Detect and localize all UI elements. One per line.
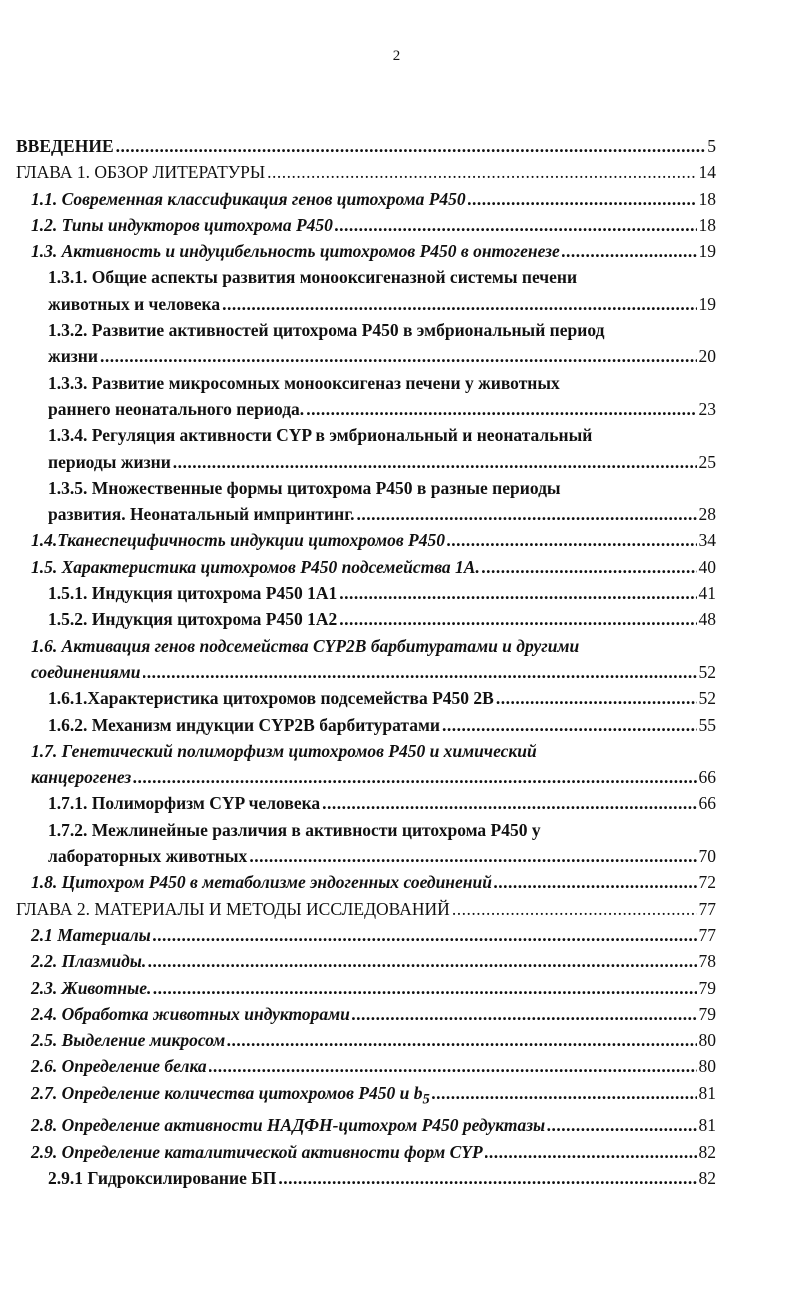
toc-entry-1-4[interactable] xyxy=(0,527,793,553)
toc-entry-1-5-1[interactable] xyxy=(0,580,793,606)
toc-entry-page: 55 xyxy=(698,714,716,735)
toc-entry-page: 19 xyxy=(698,293,716,314)
toc-entry-page: 72 xyxy=(698,872,716,893)
toc-entry-title: 1.5.1. Индукция цитохрома Р450 1А1 xyxy=(48,583,338,604)
toc-entry-1-6-2[interactable] xyxy=(0,712,793,738)
toc-entry-introduction[interactable] xyxy=(0,133,793,159)
toc-entry-title: 1.6.2. Механизм индукции CYP2B барбитуратами xyxy=(48,714,440,735)
toc-entry-page: 78 xyxy=(698,951,716,972)
toc-entry-1-3-4[interactable] xyxy=(0,422,793,475)
toc-entry-page: 79 xyxy=(698,1003,716,1024)
toc-entry-page: 25 xyxy=(698,451,716,472)
toc-entry-title-line: 1.3.1. Общие аспекты развития монооксигеназной системы печени xyxy=(48,267,578,288)
toc-entry-title: 2.4. Обработка животных индукторами xyxy=(31,1003,350,1024)
toc-entry-page: 81 xyxy=(698,1115,716,1136)
toc-entry-title: ГЛАВА 1. ОБЗОР ЛИТЕРАТУРЫ xyxy=(16,162,266,183)
toc-entry-2-4[interactable] xyxy=(0,1001,793,1027)
toc-entry-title: лабораторных животных xyxy=(48,846,248,867)
toc-entry-page: 20 xyxy=(698,346,716,367)
toc-entry-title: 1.3. Активность и индуцибельность цитохромов Р450 в онтогенезе xyxy=(31,241,560,262)
toc-entry-page: 40 xyxy=(698,556,716,577)
toc-entry-title: периоды жизни xyxy=(48,451,171,472)
toc-entry-1-6[interactable] xyxy=(0,633,793,686)
toc-entry-title: 2.1 Материалы xyxy=(31,924,151,945)
toc-entry-page: 18 xyxy=(698,214,716,235)
toc-entry-title: 2.6. Определение белка xyxy=(31,1056,207,1077)
toc-entry-1-1[interactable] xyxy=(0,186,793,212)
toc-entry-page: 66 xyxy=(698,793,716,814)
toc-entry-page: 41 xyxy=(698,583,716,604)
toc-entry-chapter-2[interactable] xyxy=(0,896,793,922)
toc-entry-page: 77 xyxy=(698,898,716,919)
toc-entry-2-5[interactable] xyxy=(0,1027,793,1053)
toc-entry-title-line: 1.7. Генетический полиморфизм цитохромов Р450 и химический xyxy=(31,740,537,761)
toc-entry-title-text: 2.7. Определение количества цитохромов Р450 и b xyxy=(31,1082,423,1103)
toc-entry-chapter-1[interactable] xyxy=(0,159,793,185)
toc-entry-page: 82 xyxy=(698,1168,716,1189)
toc-entry-1-6-1[interactable] xyxy=(0,685,793,711)
toc-entry-2-7[interactable] xyxy=(0,1080,793,1113)
toc-entry-title-line: 1.3.3. Развитие микросомных монооксигеназ печени у животных xyxy=(48,372,560,393)
toc-entry-2-9[interactable] xyxy=(0,1139,793,1165)
toc-entry-title: 1.1. Современная классификация генов цитохрома Р450 xyxy=(31,188,466,209)
toc-entry-1-3-1[interactable] xyxy=(0,264,793,317)
toc-entry-page: 52 xyxy=(698,688,716,709)
toc-entry-title: канцерогенез xyxy=(31,767,132,788)
toc-entry-page: 80 xyxy=(698,1030,716,1051)
toc-entry-2-8[interactable] xyxy=(0,1112,793,1138)
toc-entry-title: жизни xyxy=(48,346,98,367)
toc-entry-2-9-1[interactable] xyxy=(0,1165,793,1191)
toc-entry-title-line: 1.3.2. Развитие активностей цитохрома Р450 в эмбриональный период xyxy=(48,320,605,341)
toc-entry-title-line: 1.7.2. Межлинейные различия в активности цитохрома Р450 у xyxy=(48,819,541,840)
toc-entry-title: животных и человека xyxy=(48,293,221,314)
toc-entry-1-2[interactable] xyxy=(0,212,793,238)
toc-entry-title: ГЛАВА 2. МАТЕРИАЛЫ И МЕТОДЫ ИССЛЕДОВАНИЙ xyxy=(16,898,450,919)
table-of-contents xyxy=(0,133,793,1191)
toc-entry-page: 34 xyxy=(698,530,716,551)
toc-entry-page: 48 xyxy=(698,609,716,630)
toc-entry-title: 2.8. Определение активности НАДФН-цитохром Р450 редуктазы xyxy=(31,1115,546,1136)
page-number: 2 xyxy=(392,48,401,64)
toc-entry-title: соединениями xyxy=(31,661,141,682)
toc-entry-title: 1.5. Характеристика цитохромов Р450 подсемейства 1А. xyxy=(31,556,480,577)
toc-entry-title: 1.5.2. Индукция цитохрома Р450 1А2 xyxy=(48,609,338,630)
toc-entry-page: 14 xyxy=(698,162,716,183)
toc-entry-title: развития. Неонатальный импринтинг. xyxy=(48,504,355,525)
toc-entry-1-5[interactable] xyxy=(0,554,793,580)
toc-entry-title: 1.4.Тканеспецифичность индукции цитохромов Р450 xyxy=(31,530,445,551)
toc-entry-page: 80 xyxy=(698,1056,716,1077)
toc-entry-page: 23 xyxy=(698,398,716,419)
toc-entry-page: 52 xyxy=(698,661,716,682)
toc-entry-subscript: 5 xyxy=(422,1091,430,1108)
toc-entry-1-3-3[interactable] xyxy=(0,370,793,423)
toc-entry-2-3[interactable] xyxy=(0,975,793,1001)
toc-entry-1-3-2[interactable] xyxy=(0,317,793,370)
toc-entry-page: 81 xyxy=(698,1082,716,1103)
toc-entry-page: 70 xyxy=(698,846,716,867)
toc-entry-page: 28 xyxy=(698,504,716,525)
toc-entry-title: ВВЕДЕНИЕ xyxy=(16,136,114,156)
toc-entry-1-8[interactable] xyxy=(0,869,793,895)
toc-entry-title-line: 1.3.5. Множественные формы цитохрома Р450 в разные периоды xyxy=(48,477,561,498)
toc-entry-1-3[interactable] xyxy=(0,238,793,264)
toc-entry-title: 1.2. Типы индукторов цитохрома Р450 xyxy=(31,214,333,235)
toc-entry-title: 1.6.1.Характеристика цитохромов подсемейства Р450 2В xyxy=(48,688,494,709)
toc-entry-page: 19 xyxy=(698,241,716,262)
toc-entry-title: раннего неонатального периода. xyxy=(48,398,305,419)
toc-entry-2-2[interactable] xyxy=(0,948,793,974)
toc-entry-page: 82 xyxy=(698,1141,716,1162)
toc-entry-page: 77 xyxy=(698,924,716,945)
toc-entry-1-7-2[interactable] xyxy=(0,817,793,870)
toc-entry-2-1[interactable] xyxy=(0,922,793,948)
toc-entry-title: 1.7.1. Полиморфизм CYP человека xyxy=(48,793,321,814)
toc-entry-title: 2.9. Определение каталитической активности форм CYP xyxy=(31,1141,483,1162)
toc-entry-1-7[interactable] xyxy=(0,738,793,791)
toc-entry-page: 18 xyxy=(698,188,716,209)
toc-entry-title-line: 1.6. Активация генов подсемейства CYP2B барбитуратами и другими xyxy=(31,635,580,656)
toc-entry-title: 2.2. Плазмиды. xyxy=(31,951,147,972)
toc-entry-2-6[interactable] xyxy=(0,1053,793,1079)
toc-entry-1-5-2[interactable] xyxy=(0,606,793,632)
toc-entry-1-7-1[interactable] xyxy=(0,790,793,816)
toc-entry-title: 1.8. Цитохром Р450 в метаболизме эндогенных соединений xyxy=(31,872,492,893)
toc-entry-title: 2.5. Выделение микросом xyxy=(31,1030,226,1051)
toc-entry-title xyxy=(31,1080,430,1113)
toc-entry-title: 2.3. Животные. xyxy=(31,977,152,998)
toc-entry-page: 5 xyxy=(707,136,716,156)
toc-entry-title: 2.9.1 Гидроксилирование БП xyxy=(48,1168,277,1189)
toc-entry-page: 79 xyxy=(698,977,716,998)
toc-entry-title-line: 1.3.4. Регуляция активности CYP в эмбриональный и неонатальный xyxy=(48,425,593,446)
toc-entry-1-3-5[interactable] xyxy=(0,475,793,528)
toc-entry-page: 66 xyxy=(698,767,716,788)
